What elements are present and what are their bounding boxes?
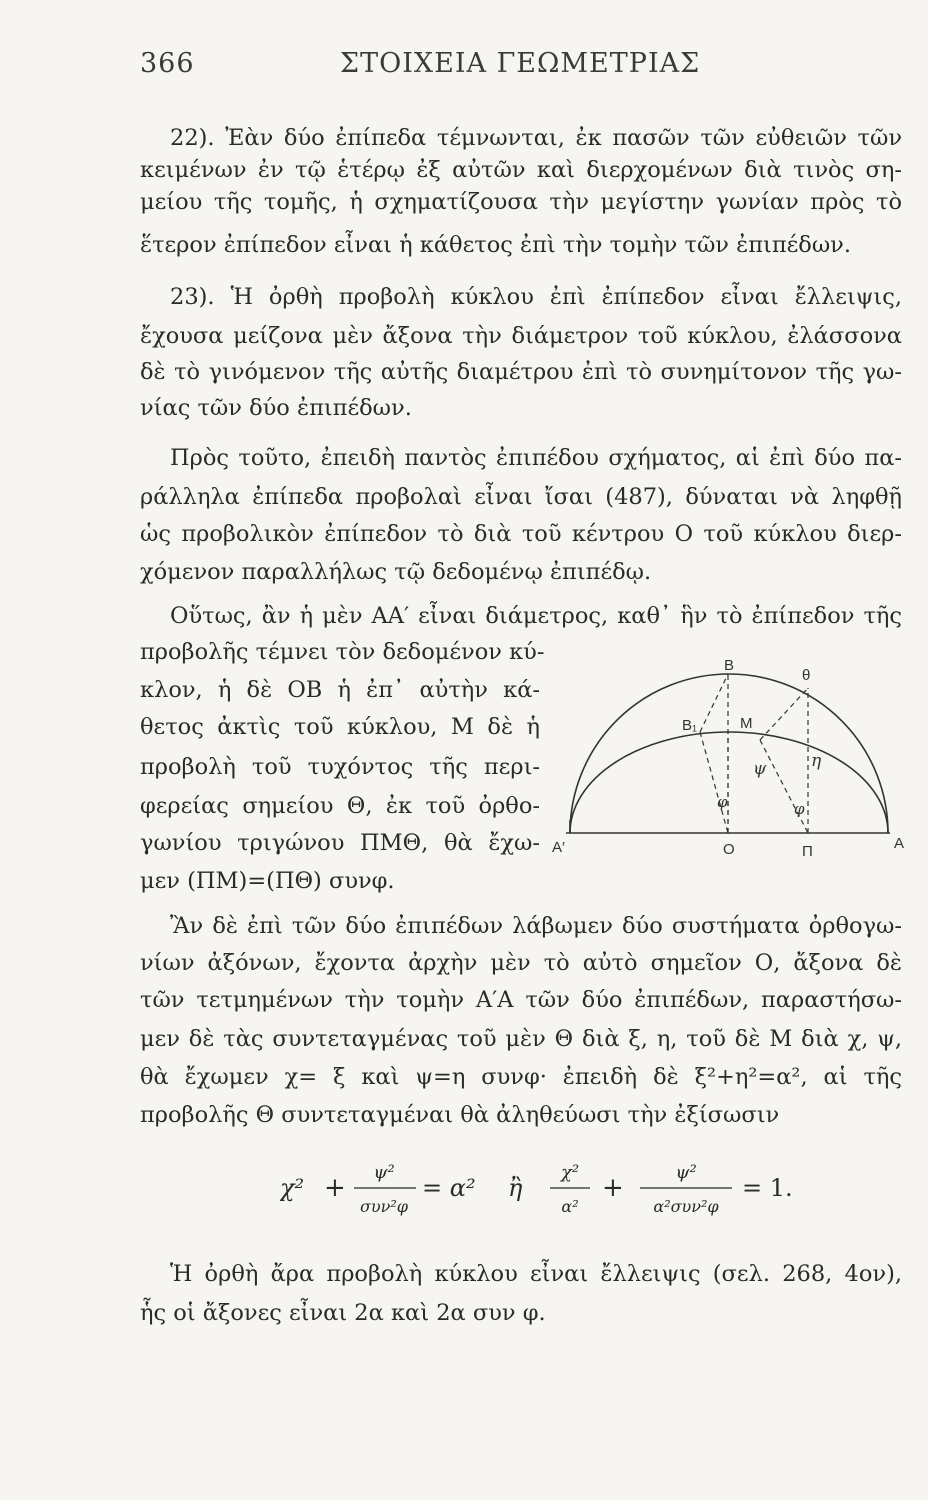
paragraph-coords-line: θὰ ἔχωμεν χ= ξ καὶ ψ=η συνφ· ἐπειδὴ δὲ ξ²+η²=α², αἱ τῆς (140, 1064, 902, 1090)
paragraph-22-line: 22). Ἐὰν δύο ἐπίπεδα τέμνωνται, ἐκ πασῶν τῶν εὐθειῶν τῶν (170, 125, 902, 151)
eq-equals-one: = 1. (742, 1174, 793, 1202)
paragraph-coords-line: μεν δὲ τὰς συντεταγμένας τοῦ μὲν Θ διὰ ξ, η, τοῦ δὲ Μ διὰ χ, ψ, (140, 1026, 902, 1052)
m-p-line (760, 740, 808, 833)
paragraph-23-line: ἔχουσα μείζονα μὲν ἄξονα τὴν διάμετρον τοῦ κύκλου, ἐλάσσονα (140, 323, 902, 349)
eq-equals-alpha2: = α² (422, 1174, 476, 1202)
paragraph-coords-line: τῶν τετμημένων τὴν τομὴν Α′Α τῶν δύο ἐπιπέδων, παραστήσω- (140, 987, 902, 1013)
label-phi-left: φ (717, 793, 728, 811)
paragraph-outos-line: φερείας σημείου Θ, ἐκ τοῦ ὀρθο- (140, 793, 540, 819)
label-m: M (740, 715, 753, 732)
paragraph-23-line: δὲ τὸ γινόμενον τῆς αὐτῆς διαμέτρου ἐπὶ τὸ συνημίτονον τῆς γω- (140, 359, 902, 385)
eq-frac1-den: συν²φ (360, 1197, 408, 1216)
paragraph-outos-line: προβολὴ τοῦ τυχόντος τῆς περι- (140, 754, 540, 780)
label-psi: ψ (753, 759, 767, 779)
label-o: O (723, 841, 735, 858)
label-eta: η (811, 751, 822, 771)
label-a-prime: A′ (552, 839, 565, 856)
page-number: 366 (140, 48, 195, 79)
paragraph-coords-line: Ἂν δὲ ἐπὶ τῶν δύο ἐπιπέδων λάβωμεν δύο συστήματα ὀρθογω- (170, 913, 902, 939)
eq-or: ἢ (508, 1174, 523, 1202)
paragraph-22-line: κειμένων ἐν τῷ ἑτέρῳ ἐξ αὐτῶν καὶ διερχομένων διὰ τινὸς ση- (140, 157, 902, 183)
eq-frac1-num: ψ² (373, 1162, 395, 1183)
paragraph-outos-line: θετος ἀκτὶς τοῦ κύκλου, Μ δὲ ἡ (140, 714, 540, 740)
b1-b-line (700, 674, 728, 732)
eq-term-chi2: χ² (280, 1174, 305, 1202)
paragraph-outos-line: κλον, ἡ δὲ ΟΒ ἡ ἐπ᾽ αὐτὴν κά- (140, 677, 540, 703)
ellipse-arc (570, 732, 888, 833)
m-theta-line (760, 688, 808, 740)
label-phi-right: φ (794, 800, 805, 818)
paragraph-23-line: 23). Ἡ ὀρθὴ προβολὴ κύκλου ἐπὶ ἐπίπεδον εἶναι ἔλλειψις, (170, 284, 902, 310)
paragraph-outos-line: προβολῆς τέμνει τὸν δεδομένον κύ- (140, 639, 545, 665)
label-b: B (724, 657, 735, 674)
paragraph-proof-line: ράλληλα ἐπίπεδα προβολαὶ εἶναι ἴσαι (487), δύναται νὰ ληφθῇ (140, 484, 902, 510)
label-b1: B₁ (682, 717, 698, 734)
eq-frac2-den: α² (561, 1197, 579, 1216)
semicircle-arc (570, 674, 888, 833)
eq-frac3-num: ψ² (675, 1162, 697, 1183)
running-title: ΣΤΟΙΧΕΙΑ ΓΕΩΜΕΤΡΙΑΣ (340, 48, 701, 79)
page-header (140, 48, 860, 88)
paragraph-outos-line: μεν (ΠΜ)=(ΠΘ) συνφ. (140, 868, 395, 894)
eq-frac3-den: α²συν²φ (653, 1197, 719, 1216)
paragraph-proof-line: ὡς προβολικὸν ἐπίπεδον τὸ διὰ τοῦ κέντρου Ο τοῦ κύκλου διερ- (140, 521, 902, 547)
paragraph-outos-line: Οὕτως, ἂν ἡ μὲν ΑΑ′ εἶναι διάμετρος, καθ᾽ ἣν τὸ ἐπίπεδον τῆς (170, 603, 902, 629)
paragraph-outos-line: γωνίου τριγώνου ΠΜΘ, θὰ ἔχω- (140, 830, 540, 856)
eq-frac2-num: χ² (560, 1162, 580, 1183)
paragraph-22-line: ἕτερον ἐπίπεδον εἶναι ἡ κάθετος ἐπὶ τὴν τομὴν τῶν ἐπιπέδων. (140, 232, 851, 258)
paragraph-proof-line: Πρὸς τοῦτο, ἐπειδὴ παντὸς ἐπιπέδου σχήματος, αἱ ἐπὶ δύο πα- (170, 445, 902, 471)
ellipse-equation (280, 1150, 840, 1230)
conclusion-line: Ἡ ὀρθὴ ἄρα προβολὴ κύκλου εἶναι ἔλλειψις (σελ. 268, 4ον), (170, 1261, 902, 1287)
eq-plus-1: + (324, 1173, 346, 1203)
b1-o-line (700, 732, 728, 833)
paragraph-proof-line: χόμενον παραλλήλως τῷ δεδομένῳ ἐπιπέδῳ. (140, 559, 652, 585)
paragraph-coords-line: νίων ἀξόνων, ἔχοντα ἀρχὴν μὲν τὸ αὐτὸ σημεῖον Ο, ἄξονα δὲ (140, 950, 902, 976)
projection-figure (552, 650, 912, 860)
eq-plus-2: + (602, 1173, 624, 1203)
paragraph-23-line: νίας τῶν δύο ἐπιπέδων. (140, 395, 412, 421)
paragraph-22-line: μείου τῆς τομῆς, ἡ σχηματίζουσα τὴν μεγίστην γωνίαν πρὸς τὸ (140, 189, 902, 215)
label-a: A (894, 835, 905, 852)
label-p: Π (802, 843, 813, 860)
conclusion-line: ἧς οἱ ἄξονες εἶναι 2α καὶ 2α συν φ. (140, 1300, 546, 1326)
paragraph-coords-line: προβολῆς Θ συντεταγμέναι θὰ ἀληθεύωσι τὴν ἐξίσωσιν (140, 1102, 780, 1128)
label-theta: θ (802, 667, 811, 684)
